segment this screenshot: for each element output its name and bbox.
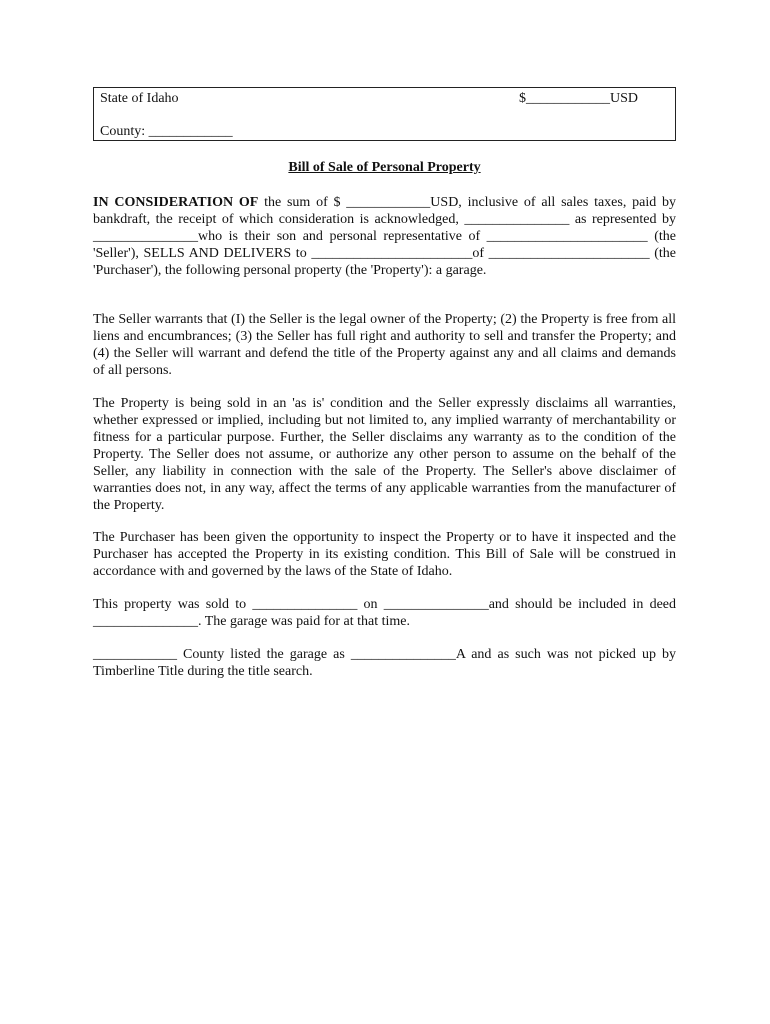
warranty-paragraph: The Seller warrants that (I) the Seller is the legal owner of the Property; (2) the Property is free from all liens and encumbrances; (3) the Seller has full right and authority to sell and transfer the Property; and (4) the Seller will warrant and defend the title of the Property against any and all claims and demands of all persons. <box>93 312 676 378</box>
header-box <box>93 87 676 141</box>
inspection-paragraph: The Purchaser has been given the opportunity to inspect the Property or to have it inspected and the Purchaser has accepted the Property in its existing condition. This Bill of Sale will be construed in accordance with and governed by the laws of the State of Idaho. <box>93 530 676 579</box>
county-field: County: ____________ <box>100 124 233 139</box>
state-label: State of Idaho <box>100 91 179 106</box>
amount-field: $____________USD <box>519 91 639 106</box>
consideration-lead: IN CONSIDERATION OF <box>93 195 259 210</box>
consideration-paragraph <box>93 194 676 279</box>
consideration-body: the sum of $ ____________USD, inclusive of all sales taxes, paid by bankdraft, the receipt of which consideration is acknowledged, _______________ as represented by _______________who is their son and personal representative of _______________________ (the 'Seller'), SELLS AND DELIVERS to _______________________of _______________________ (the 'Purchaser'), the following personal property (the 'Property'): a garage. <box>93 195 676 278</box>
county-listing-paragraph: ____________ County listed the garage as _______________A and as such was not picked up by Timberline Title during the title search. <box>93 647 676 679</box>
disclaimer-paragraph: The Property is being sold in an 'as is' condition and the Seller expressly disclaims all warranties, whether expressed or implied, including but not limited to, any implied warranty of merchantability or fitness for a particular purpose. Further, the Seller disclaims any warranty as to the condition of the Property. The Seller does not assume, or authorize any other person to assume on the behalf of the Seller, any liability in connection with the sale of the Property. The Seller's above disclaimer of warranties does not, in any way, affect the terms of any applicable warranties from the manufacturer of the Property. <box>93 396 676 513</box>
sale-details-paragraph: This property was sold to _______________ on _______________and should be included in deed _______________. The garage was paid for at that time. <box>93 597 676 629</box>
document-title: Bill of Sale of Personal Property <box>288 160 481 175</box>
